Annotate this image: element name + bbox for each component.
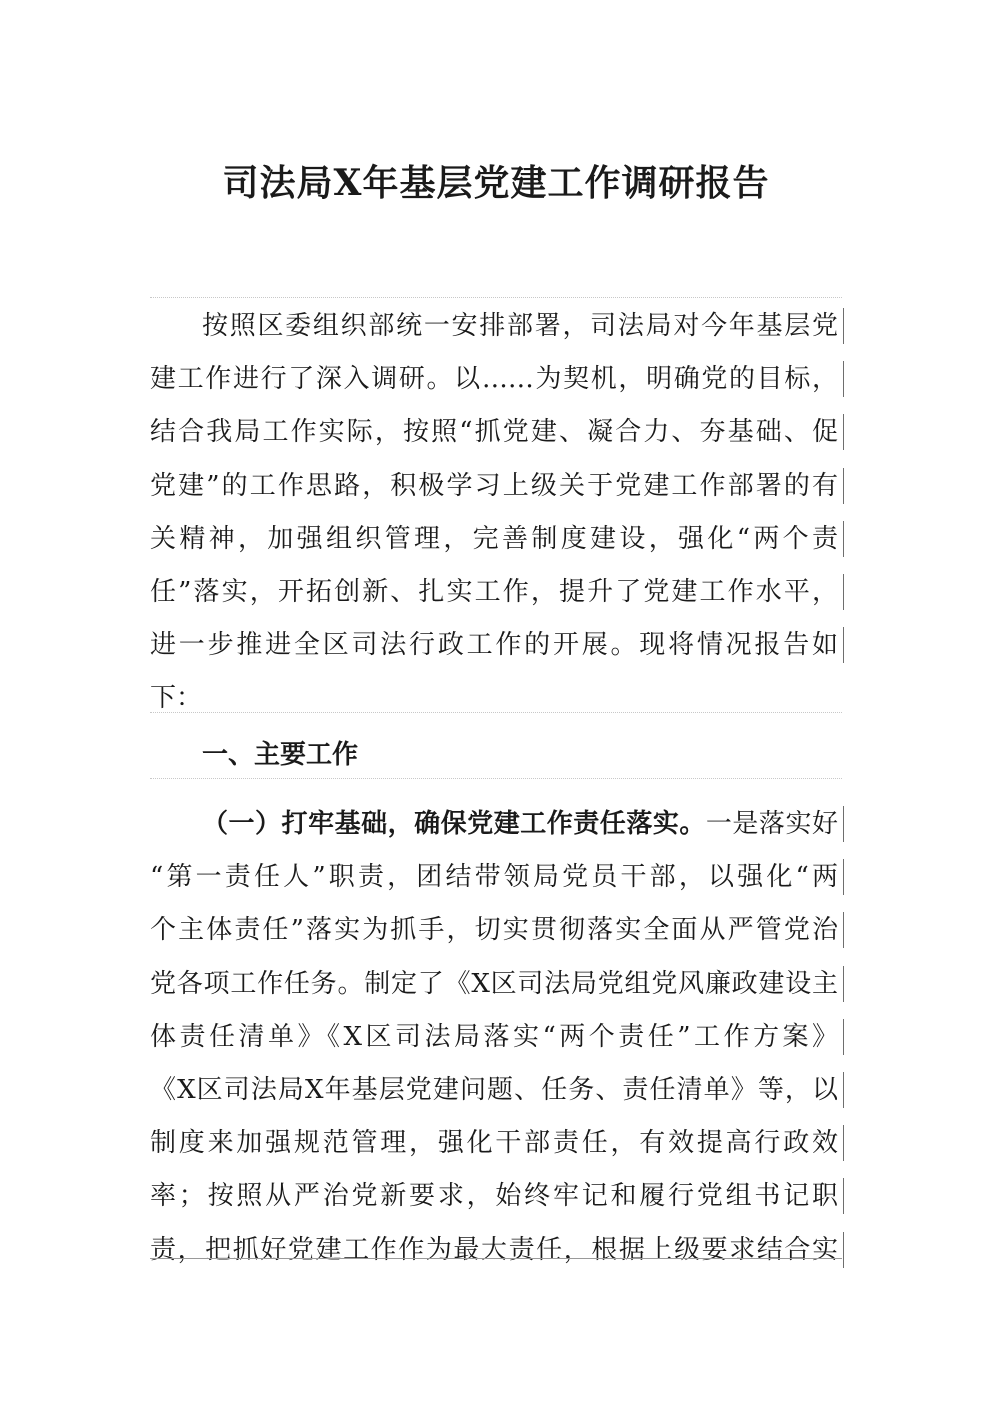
subsection-line: 体责任清单》《X区司法局落实“两个责任”工作方案》	[150, 1011, 838, 1064]
subsection-lead: （一）打牢基础，确保党建工作责任落实。	[202, 809, 706, 839]
subsection-line: 责，把抓好党建工作作为最大责任，根据上级要求结合实	[150, 1224, 838, 1277]
intro-line: 结合我局工作实际，按照“抓党建、凝合力、夯基础、促	[150, 406, 838, 459]
subsection-line: （一）打牢基础，确保党建工作责任落实。一是落实好	[150, 798, 838, 851]
section-heading: 一、主要工作	[202, 740, 359, 770]
intro-line: 进一步推进全区司法行政工作的开展。现将情况报告如	[150, 619, 838, 672]
intro-paragraph	[150, 300, 842, 726]
intro-top-rule	[150, 297, 842, 298]
intro-line: 任”落实，开拓创新、扎实工作，提升了党建工作水平，	[150, 566, 838, 619]
subsection-paragraph	[150, 798, 842, 1277]
subsection-line: “第一责任人”职责，团结带领局党员干部，以强化“两	[150, 851, 838, 904]
subsection-line: 《X区司法局X年基层党建问题、任务、责任清单》等，以	[150, 1064, 838, 1117]
intro-line: 下：	[150, 683, 203, 714]
subsection-line: 制度来加强规范管理，强化干部责任，有效提高行政效	[150, 1117, 838, 1170]
intro-line: 关精神，加强组织管理，完善制度建设，强化“两个责	[150, 513, 838, 566]
heading-bottom-rule	[150, 778, 842, 779]
intro-line: 党建”的工作思路，积极学习上级关于党建工作部署的有	[150, 460, 838, 513]
subsection-line: 个主体责任”落实为抓手，切实贯彻落实全面从严管党治	[150, 904, 838, 957]
subsection-line: 党各项工作任务。制定了《X区司法局党组党风廉政建设主	[150, 958, 838, 1011]
intro-bottom-rule	[150, 712, 842, 713]
subsection-line: 率；按照从严治党新要求，始终牢记和履行党组书记职	[150, 1170, 838, 1223]
intro-line: 建工作进行了深入调研。以……为契机，明确党的目标，	[150, 353, 838, 406]
intro-line: 按照区委组织部统一安排部署，司法局对今年基层党	[150, 300, 838, 353]
page-bottom-rule	[150, 1258, 842, 1259]
document-title: 司法局X年基层党建工作调研报告	[222, 162, 770, 204]
